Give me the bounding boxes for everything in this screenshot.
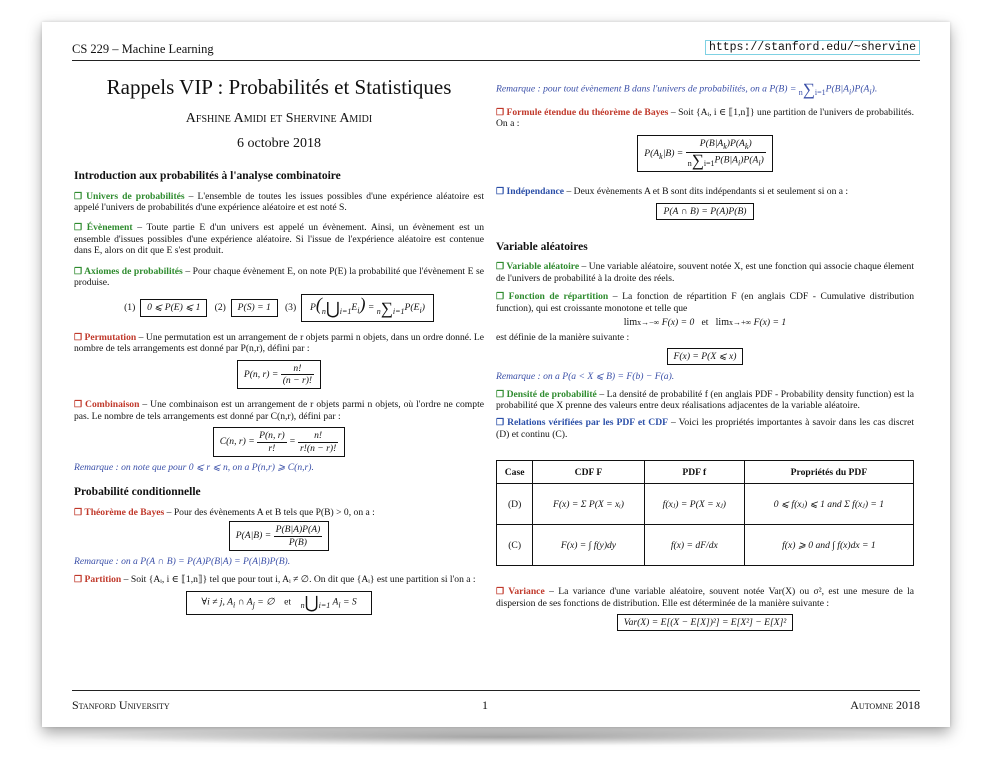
table-cell: f(x) = dF/dx — [644, 525, 744, 566]
square-bullet-icon: ❐ — [496, 291, 505, 302]
section-title-intro: Introduction aux probabilités à l'analyse combinatoire — [74, 170, 341, 183]
table-cell: f(x) ⩾ 0 and ∫ f(x)dx = 1 — [744, 525, 913, 566]
table-header: CDF F — [533, 461, 645, 484]
random-variable-paragraph: ❐ Variable aléatoire – Une variable aléatoire, souvent notée X, est une fonction qui associe chaque élement de l'univers de probabilité à la droite des réels. — [496, 261, 914, 284]
square-bullet-icon: ❐ — [74, 190, 83, 201]
cdf-formula-box: F(x) = P(X ⩽ x) — [667, 348, 744, 365]
section-title-random-variables: Variable aléatoires — [496, 240, 588, 253]
square-bullet-icon: ❐ — [496, 186, 505, 197]
doc-title: Rappels VIP : Probabilités et Statistiques — [106, 75, 452, 99]
square-bullet-icon: ❐ — [74, 265, 83, 276]
footer-term: Automne 2018 — [850, 698, 920, 712]
variance-formula-box: Var(X) = E[(X − E[X])²] = E[X²] − E[X]² — [617, 614, 793, 631]
cdf-limits: limx→−∞ F(x) = 0 et limx→+∞ F(x) = 1 — [623, 317, 787, 329]
square-bullet-icon: ❐ — [496, 417, 505, 428]
square-bullet-icon: ❐ — [74, 222, 83, 233]
section-title-conditional: Probabilité conditionnelle — [74, 486, 201, 499]
table-cell: 0 ⩽ f(xⱼ) ⩽ 1 and Σ f(xⱼ) = 1 — [744, 484, 913, 525]
axiom-2-box: P(S) = 1 — [231, 299, 278, 316]
table-cell: f(xⱼ) = P(X = xⱼ) — [644, 484, 744, 525]
header-rule — [72, 60, 920, 61]
cdf-remark: Remarque : on a P(a < X ⩽ B) = F(b) − F(a). — [496, 371, 675, 383]
doc-date: 6 octobre 2018 — [237, 135, 321, 151]
extended-bayes-paragraph: ❐ Formule étendue du théorème de Bayes – Soit {Aᵢ, i ∈ ⟦1,n⟧} une partition de l'univers de probabilités. On a : — [496, 107, 914, 130]
square-bullet-icon: ❐ — [496, 388, 505, 399]
square-bullet-icon: ❐ — [74, 506, 83, 517]
table-cell: F(x) = Σ P(X = xᵢ) — [533, 484, 645, 525]
cdf-after-text: est définie de la manière suivante : — [496, 332, 630, 344]
square-bullet-icon: ❐ — [74, 399, 83, 410]
table-row — [497, 484, 914, 525]
footer-rule — [72, 690, 920, 691]
table-header-row — [497, 461, 914, 484]
partition-paragraph: ❐ Partition – Soit {Aᵢ, i ∈ ⟦1,n⟧} tel que pour tout i, Aᵢ ≠ ∅. On dit que {Aᵢ} est une partition si l'on a : — [74, 574, 476, 586]
page-number: 1 — [482, 698, 488, 712]
bayes-formula-box: P(A|B) = $\frac{P(B|A)P(A)}{P(B)}$ — [229, 521, 330, 551]
axioms-formulas: (1) 0 ⩽ P(E) ⩽ 1 (2) P(S) = 1 (3) $P(n⋃i=1E_i) = n\sum i=1P(E_i)$ — [74, 294, 484, 321]
table-cell: (D) — [497, 484, 533, 525]
footer-university: Stanford University — [72, 698, 170, 712]
page-shadow — [70, 728, 930, 746]
page-sheet — [42, 22, 950, 727]
pdf-paragraph: ❐ Densité de probabilité – La densité de probabilité f (en anglais PDF - Probability density function) est la probabilité que X prenne des valeurs entre deux réalisations adjacentes de la variable aléatoire. — [496, 388, 914, 412]
course-title: CS 229 – Machine Learning — [72, 42, 214, 56]
bayes-remark: Remarque : on a P(A ∩ B) = P(A)P(B|A) = P(A|B)P(B). — [74, 556, 291, 568]
axioms-paragraph: ❐ Axiomes de probabilités – Pour chaque évènement E, on note P(E) la probabilité que l'évènement E se produise. — [74, 265, 484, 289]
right-column — [496, 72, 914, 631]
combinaison-paragraph: ❐ Combinaison – Une combinaison est un arrangement de r objets parmi n objets, où l'ordre ne compte pas. Le nombre de tels arrangements est donné par C(n,r), défini par : — [74, 399, 484, 422]
combinaison-remark: Remarque : on note que pour 0 ⩽ r ⩽ n, on a P(n,r) ⩾ C(n,r). — [74, 462, 314, 474]
axiom-1-box: 0 ⩽ P(E) ⩽ 1 — [140, 299, 207, 316]
pdf-cdf-table — [496, 460, 914, 566]
table-header: Propriétés du PDF — [744, 461, 913, 484]
bayes-paragraph: ❐ Théorème de Bayes – Pour des évènements A et B tels que P(B) > 0, on a : — [74, 506, 375, 518]
event-paragraph: ❐ Évènement – Toute partie E d'un univers est appelé un évènement. Ainsi, un évènement est un ensemble d'issues possibles d'une expérience aléatoire. Si l'issue de l'expérience aléatoire est contenue dans E, alors on dit que E s'est produit. — [74, 222, 484, 257]
combinaison-formula-box: C(n, r) = $\frac{P(n, r)}{r!}$ = $\frac{n!}{r!(n - r)!}$ — [213, 427, 346, 457]
independence-paragraph: ❐ Indépendance – Deux évènements A et B sont dits indépendants si et seulement si on a : — [496, 186, 849, 198]
doc-authors: Afshine Amidi et Shervine Amidi — [185, 111, 373, 127]
square-bullet-icon: ❐ — [496, 107, 505, 118]
square-bullet-icon: ❐ — [74, 574, 83, 585]
permutation-formula-box: P(n, r) = $\frac{n!}{(n - r)!}$ — [237, 360, 321, 390]
extended-bayes-formula-box: $P(A_k|B)$ = $\frac{P(B|A_k)P(A_k)}{n\sum i=1P(B|A_i)P(A_i)}$ — [637, 135, 773, 172]
left-column — [74, 72, 484, 615]
table-row — [497, 525, 914, 566]
table-header: PDF f — [644, 461, 744, 484]
univers-paragraph: ❐ Univers de probabilités – L'ensemble de toutes les issues possibles d'une expérience aléatoire est appelé l'univers de probabilités d'une expérience aléatoire et est noté S. — [74, 190, 484, 214]
relations-paragraph: ❐ Relations vérifiées par les PDF et CDF – Voici les propriétés importantes à savoir dans les cas discret (D) et continu (C). — [496, 417, 914, 440]
variance-paragraph: ❐ Variance – La variance d'une variable aléatoire, souvent notée Var(X) ou σ², est une mesure de la dispersion de ses fonctions de distribution. Elle est déterminée de la manière suivante : — [496, 586, 914, 609]
permutation-paragraph: ❐ Permutation – Une permutation est un arrangement de r objets parmi n objets, dans un ordre donné. Le nombre de tels arrangements est donné par P(n,r), défini par : — [74, 331, 484, 355]
table-cell: (C) — [497, 525, 533, 566]
table-header: Case — [497, 461, 533, 484]
partition-formula-box: ∀i ≠ j, $A_i$ ∩ $A_j$ = ∅ et n⋃i=1 $A_i = S$ — [186, 591, 371, 615]
square-bullet-icon: ❐ — [496, 261, 505, 272]
square-bullet-icon: ❐ — [496, 586, 505, 597]
total-prob-remark: Remarque : pour tout évènement B dans l'univers de probabilités, on a $P(B) = n\sum i=1P(B|A_i)P(A_i)$. — [496, 80, 878, 99]
cdf-paragraph: ❐ Fonction de répartition – La fonction de répartition F (en anglais CDF - Cumulative distribution function), qui est croissante monotone et telle que — [496, 291, 914, 314]
independence-formula-box: P(A ∩ B) = P(A)P(B) — [656, 203, 753, 220]
page-footer — [72, 698, 920, 713]
axiom-3-box: $P(n⋃i=1E_i) = n\sum i=1P(E_i)$ — [301, 294, 434, 321]
square-bullet-icon: ❐ — [74, 331, 83, 342]
author-url-link[interactable]: https://stanford.edu/~shervine — [705, 40, 920, 55]
table-cell: F(x) = ∫ f(y)dy — [533, 525, 645, 566]
